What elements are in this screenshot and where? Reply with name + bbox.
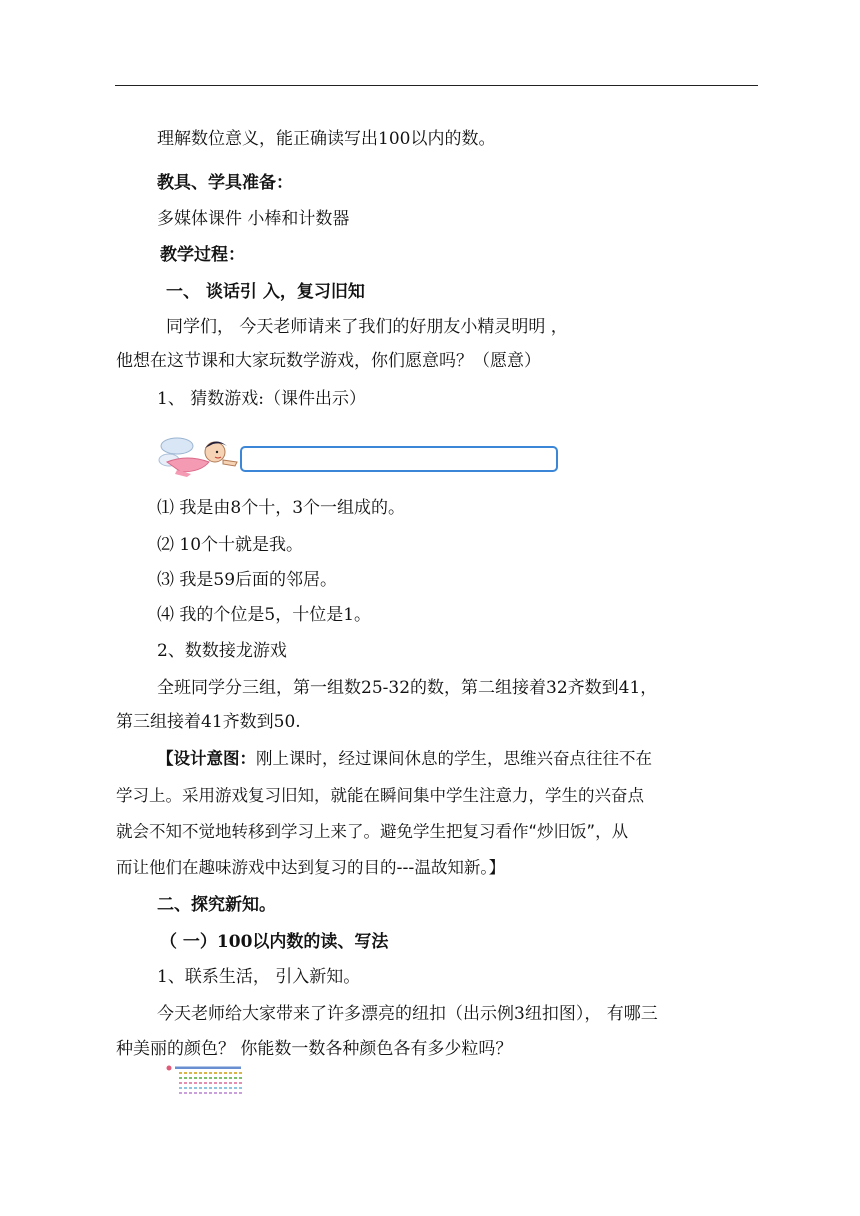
tools-heading: 教具、学具准备： <box>157 173 293 193</box>
tools-text: 多媒体课件 小棒和计数器 <box>157 209 350 229</box>
buttons-text-2: 种美丽的颜色？ 你能数一数各种颜色各有多少粒吗？ <box>116 1039 513 1059</box>
design-intent-line-2: 学习上。采用游戏复习旧知，就能在瞬间集中学生注意力，学生的兴奋点 <box>116 786 644 805</box>
subsection1-heading: （ 一）100以内数的读、写法 <box>160 932 389 952</box>
design-intent-lead: 【设计意图： <box>157 749 256 768</box>
section1-heading: 一、 谈话引 入，复习旧知 <box>166 282 365 302</box>
process-heading: 教学过程： <box>160 245 245 265</box>
step1-title: 1、联系生活， 引入新知。 <box>157 967 361 987</box>
riddle-2: ⑵ 10个十就是我。 <box>157 535 304 555</box>
design-intent-line-1 <box>157 748 652 770</box>
game2-title: 2、数数接龙游戏 <box>157 641 287 661</box>
design-intent-line-3: 就会不知不觉地转移到学习上来了。避免学生把复习看作“炒旧饭”，从 <box>116 822 629 841</box>
riddle-1: ⑴ 我是由8个十，3个一组成的。 <box>157 498 406 518</box>
intro-line-2: 他想在这节课和大家玩数学游戏，你们愿意吗？（愿意） <box>116 351 541 371</box>
game2-line-1: 全班同学分三组，第一组数25-32的数，第二组接着32齐数到41， <box>157 678 658 698</box>
buttons-text-1: 今天老师给大家带来了许多漂亮的纽扣（出示例3纽扣图）， 有哪三 <box>157 1004 658 1024</box>
riddle-3: ⑶ 我是59后面的邻居。 <box>157 570 338 590</box>
goal-text: 理解数位意义，能正确读写出100以内的数。 <box>157 129 496 149</box>
riddle-4: ⑷ 我的个位是5，十位是1。 <box>157 605 372 625</box>
section2-heading: 二、探究新知。 <box>157 895 276 915</box>
buttons-thumbnail <box>163 1065 245 1095</box>
intro-line-1: 同学们， 今天老师请来了我们的好朋友小精灵明明 ， <box>166 317 568 337</box>
design-intent-line-4: 而让他们在趣味游戏中达到复习的目的---温故知新。】 <box>116 858 506 877</box>
game2-line-2: 第三组接着41齐数到50. <box>116 712 301 732</box>
speech-bubble <box>240 446 558 472</box>
design-intent-text-1: 刚上课时，经过课间休息的学生，思维兴奋点往往不在 <box>256 749 652 768</box>
game1-title: 1、 猜数游戏:（课件出示） <box>157 389 366 409</box>
fairy-illustration <box>157 432 243 478</box>
header-rule <box>115 85 758 86</box>
